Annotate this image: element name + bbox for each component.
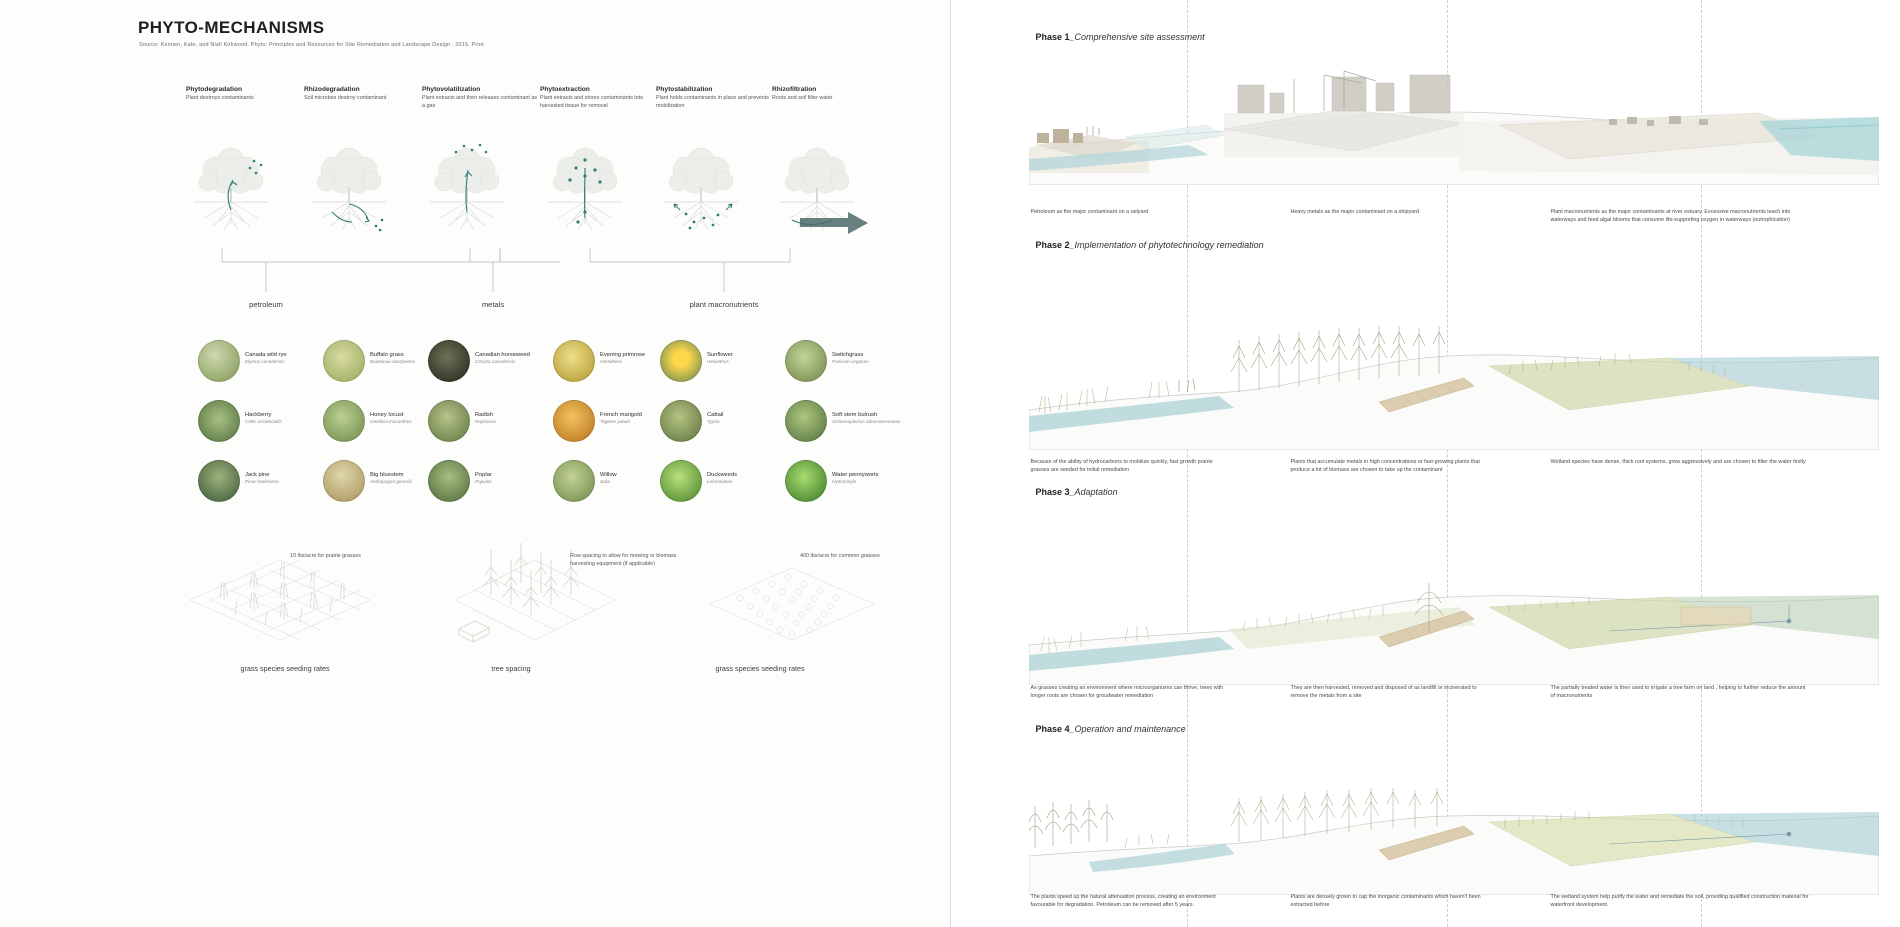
spacing-caption-0: grass species seeding rates [240,664,330,673]
species-thumbnail [323,460,365,502]
species-row [660,460,910,502]
species-thumbnail [428,340,470,382]
phase-3-caption-1: They are then harvested, removed and disposed of as landfill or incinerated to remove the metals from a site [1290,685,1477,700]
phase-name: _Comprehensive site assessment [1069,32,1205,42]
phase-4-caption-0: The plants speed up the natural attenuation process, creating an environment favourable for degradation. Petroleum can be removed after 5 years. [1030,894,1216,909]
phase-3-scene [1029,545,1879,685]
phase-label-4 [1036,724,1186,734]
mechanism-1 [304,86,422,103]
species-name: Duckweeds [707,472,737,478]
species-latin: Schoenoplectus tabernaemontani [832,419,901,424]
species-latin: Pinus banksiana [245,479,279,484]
mechanism-name: Rhizofiltration [772,86,817,93]
species-name: French marigold [600,412,642,418]
mechanism-name: Phytostabilization [656,86,713,93]
group-label-macronutrients: plant macronutrients [689,300,759,309]
phase-4-caption-2: The wetland system help purify the water and remediate the soil, providing qualified construction material for waterfront development. [1550,894,1809,909]
phase-name: _Implementation of phytotechnology remediation [1069,240,1264,250]
species-thumbnail [553,340,595,382]
species-name: Cattail [707,412,724,418]
spacing-caption-1: tree spacing [491,664,531,673]
right-panel-phases [951,0,1900,927]
species-item [660,340,785,382]
species-item [198,340,323,382]
species-item [785,400,910,442]
phase-3-caption-0: As grasses creating an environment where microorganisms can thrive, trees with longer roots are chosen for groudwater remediation [1030,685,1224,700]
species-thumbnail [323,400,365,442]
species-thumbnail [198,460,240,502]
page-title: PHYTO-MECHANISMS [138,18,325,37]
species-name: Sunflower [707,352,733,358]
species-row [198,460,448,502]
species-item [428,460,553,502]
phase-name: _Operation and maintenance [1069,724,1186,734]
species-thumbnail [785,460,827,502]
species-name: Poplar [475,472,492,478]
mechanism-desc: Plant extracts and then releases contaminant as a gas [422,95,538,109]
mechanism-desc: Plant extracts and stores contaminants into harvested tissue for removal [540,95,644,109]
species-name: Soft stem bulrush [832,412,878,418]
phase-4-caption-1: Plants are densely grown to cap the inorganic contaminants which haven't been extracted before [1290,894,1481,909]
species-column-petroleum [198,340,448,520]
species-item [785,340,910,382]
species-latin: Helianthus [707,359,729,364]
phase-number: Phase 2 [1035,240,1070,250]
species-name: Buffalo grass [370,352,404,358]
species-latin: Andropogon gerardii [370,479,412,484]
species-thumbnail [660,340,702,382]
species-name: Willow [600,472,617,478]
species-thumbnail [785,400,827,442]
species-thumbnail [198,400,240,442]
mechanism-name: Rhizodegradation [304,86,360,93]
species-thumbnail [553,460,595,502]
species-item [198,400,323,442]
phase-number: Phase 1 [1035,32,1070,42]
species-item [428,400,553,442]
species-row [660,400,910,442]
species-latin: Salix [600,479,610,484]
spacing-note-1: Row spacing to allow for mowing or biomass harvesting equipment (if applicable) [570,553,677,568]
phase-2-caption-0: Because of the ability of hydrocarbons to mobilize quickly, fast growth prairie grasses are seeded for initial remediation [1030,459,1213,474]
species-name: Big bluestem [370,472,404,478]
species-latin: Tagetes patula [600,419,630,424]
species-name: Switchgrass [832,352,864,358]
species-thumbnail [785,340,827,382]
mechanism-name: Phytodegradation [186,86,243,93]
phase-4-scene [1029,770,1879,895]
mechanism-desc: Roots and soil filter water [772,95,833,101]
species-thumbnail [553,400,595,442]
phase-label-3 [1036,487,1118,497]
species-name: Canada wild rye [245,352,287,358]
species-latin: Panicum virgatum [832,359,869,364]
species-row [198,400,448,442]
species-latin: Gleditsia triacanthos [370,419,412,424]
species-latin: Elymus canadensis [245,359,285,364]
phase-3-caption-2: The partially treated water is then used to irrigate a tree farm on land , helping to further reduce the amount of macronutrients [1550,685,1806,700]
species-item [660,400,785,442]
phase-label-1 [1036,32,1205,42]
group-label-petroleum: petroleum [249,300,283,309]
species-thumbnail [660,400,702,442]
species-item [198,460,323,502]
mechanism-desc: Plant destroys contaminants [186,95,254,101]
species-item [428,340,553,382]
species-item [785,460,910,502]
group-label-metals: metals [481,300,505,309]
species-name: Hackberry [245,412,272,418]
species-name: Canadian horseweed [475,352,530,358]
phase-2-scene [1029,300,1879,450]
species-name: Radish [475,412,494,418]
mechanism-desc: Soil microbes destroy contaminant [304,95,387,101]
species-latin: Lemnoideae [707,479,733,484]
phase-label-2 [1036,240,1264,250]
mechanism-2 [422,86,540,111]
species-thumbnail [428,400,470,442]
species-row [428,460,678,502]
species-name: Jack pine [245,472,270,478]
phase-number: Phase 4 [1035,724,1070,734]
species-name: Water pennyworts [832,472,879,478]
species-latin: Typha [707,419,720,424]
phase-1-caption-2: Plant macronutrients as the major contaminants at river estuary. Excessive macronutrients leach into waterways and feed algal blooms that consume life-supporting oxygen in waterways (eutrophication) [1550,209,1791,224]
species-item [660,460,785,502]
species-thumbnail [198,340,240,382]
phase-1-caption-0: Petroleum as the major contaminant on a railyard [1030,209,1149,215]
species-thumbnail [428,460,470,502]
species-row [198,340,448,382]
phase-name: _Adaptation [1069,487,1118,497]
species-latin: Oenothera [600,359,622,364]
species-latin: Raphanus [475,419,496,424]
species-column-macronutrients [660,340,910,520]
species-latin: Populus [475,479,492,484]
phase-1-scene [1029,55,1879,185]
mechanism-3 [540,86,658,111]
spacing-note-2: 400 lbs/acre for common grasses [800,553,880,559]
flow-arrow-icon [800,212,868,234]
species-latin: Celtis occidentalis [245,419,282,424]
species-thumbnail [660,460,702,502]
species-latin: Bouteloua dactyloides [370,359,415,364]
spacing-caption-2: grass species seeding rates [715,664,805,673]
mechanism-5 [772,86,890,103]
species-name: Evening primrose [600,352,646,358]
species-row [428,400,678,442]
phase-number: Phase 3 [1035,487,1070,497]
phase-1-caption-1: Heavy metals as the major contaminant on a shipyard [1290,209,1420,215]
mechanism-name: Phytovolatilization [422,86,481,93]
species-row [428,340,678,382]
species-thumbnail [323,340,365,382]
mechanism-name: Phytoextraction [540,86,590,93]
source-citation: Source: Kennen, Kate, and Niall Kirkwood. Phyto: Principles and Resources for Site Remediation and Landscape Design . 2015. Print. [139,42,486,48]
mechanism-0 [186,86,304,103]
mechanism-desc: Plant holds contaminants in place and prevents mobilization [656,95,769,109]
spacing-note-0: 10 lbs/acre for prairie grasses [290,553,362,559]
species-column-metals [428,340,678,520]
species-latin: Conyza canadensis [475,359,516,364]
mechanism-4 [656,86,774,111]
phase-2-caption-1: Plants that accumulate metals in high concentrations or fast-growing plants that produce a lot of biomass are chosen to take up the contaminant [1290,459,1480,474]
species-latin: Hydrocotyle [832,479,857,484]
phase-2-caption-2: Wetland species have dense, thick root systems, grow aggressively and are chosen to filter the water firstly [1550,459,1806,465]
species-row [660,340,910,382]
species-name: Honey locust [370,412,404,418]
